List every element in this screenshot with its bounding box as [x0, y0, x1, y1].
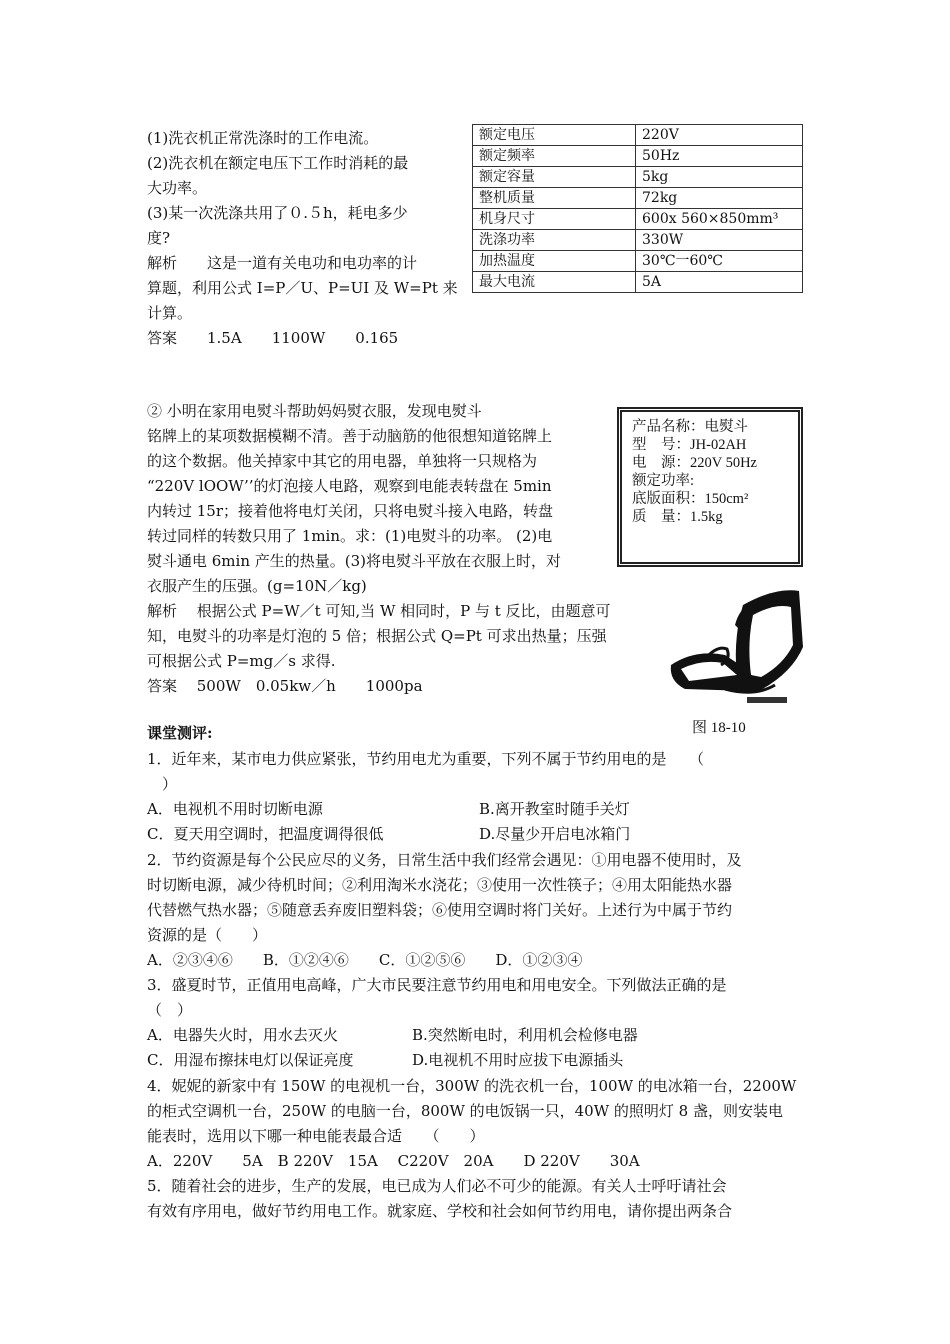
spec-key: 额定电压 — [473, 125, 636, 146]
option-c: C．夏天用空调时，把温度调得很低 — [147, 825, 384, 843]
problem1-analysis: 解析 这是一道有关电功和电功率的计 — [147, 254, 418, 272]
problem2-line: ② 小明在家用电熨斗帮助妈妈熨衣服，发现电熨斗 — [147, 402, 482, 420]
problem2-line: 转过同样的转数只用了 1min。求：(1)电熨斗的功率。 (2)电 — [147, 527, 553, 545]
problem1-line: 度? — [147, 229, 171, 247]
spec-value: 330W — [636, 230, 803, 251]
question-line: 时切断电源，减少待机时间；②利用淘米水浇花；③使用一次性筷子；④用太阳能热水器 — [147, 876, 733, 894]
table-row — [473, 230, 803, 251]
table-row — [473, 272, 803, 293]
nameplate-line: 质 量：1.5kg — [632, 509, 723, 525]
table-row — [473, 125, 803, 146]
table-row — [473, 167, 803, 188]
nameplate-line: 产品名称：电熨斗 — [632, 419, 748, 435]
question-line: ） — [147, 775, 178, 793]
spec-value: 72kg — [636, 188, 803, 209]
problem1-analysis: 计算。 — [147, 304, 193, 322]
nameplate-line: 型 号：JH-02AH — [632, 437, 747, 453]
problem2-line: “220V lOOW’’的灯泡接人电路，观察到电能表转盘在 5min — [147, 477, 552, 495]
problem1-line: (2)洗衣机在额定电压下工作时消耗的最 — [147, 154, 409, 172]
question-line: 能表时，选用以下哪一种电能表最合适 （ ） — [147, 1127, 485, 1145]
problem2-analysis: 可根据公式 P=mg／s 求得. — [147, 652, 336, 670]
question-line: 的柜式空调机一台，250W 的电脑一台，800W 的电饭锅一只，40W 的照明灯 8 盏，则安装电 — [147, 1102, 783, 1120]
test-heading: 课堂测评: — [147, 724, 213, 742]
table-row — [473, 188, 803, 209]
spec-key: 洗涤功率 — [473, 230, 636, 251]
option-a: A．电器失火时，用水去灭火 — [147, 1026, 338, 1044]
option-d: D.电视机不用时应拔下电源插头 — [412, 1051, 624, 1069]
table-row — [473, 209, 803, 230]
spec-key: 额定容量 — [473, 167, 636, 188]
question-line: 3．盛夏时节，正值用电高峰，广大市民要注意节约用电和用电安全。下列做法正确的是 — [147, 976, 727, 994]
question-line: 1．近年来，某市电力供应紧张，节约用电尤为重要，下列不属于节约用电的是 （ — [147, 750, 705, 768]
spec-value: 600x 560×850mm³ — [636, 209, 803, 230]
nameplate-line: 电 源：220V 50Hz — [632, 455, 757, 471]
spec-value: 50Hz — [636, 146, 803, 167]
question-line: 资源的是（ ） — [147, 926, 268, 944]
iron-illustration — [665, 585, 805, 710]
problem1-line: (1)洗衣机正常洗涤时的工作电流。 — [147, 129, 379, 147]
problem2-line: 铭牌上的某项数据模糊不清。善于动脑筋的他很想知道铭牌上 — [147, 427, 553, 445]
figure-caption: 图 18-10 — [692, 720, 746, 736]
problem2-analysis: 知，电熨斗的功率是灯泡的 5 倍；根据公式 Q=Pt 可求出热量；压强 — [147, 627, 607, 645]
problem2-line: 熨斗通电 6min 产生的热量。(3)将电熨斗平放在衣服上时，对 — [147, 552, 562, 570]
problem2-answer: 答案 500W 0.05kw／h 1000pa — [147, 677, 423, 695]
problem2-line: 的这个数据。他关掉家中其它的用电器，单独将一只规格为 — [147, 452, 538, 470]
table-row — [473, 251, 803, 272]
question-line: 代替燃气热水器；⑤随意丢弃废旧塑料袋；⑥使用空调时将门关好。上述行为中属于节约 — [147, 901, 733, 919]
spec-value: 5kg — [636, 167, 803, 188]
nameplate-line: 底版面积：150cm² — [632, 491, 749, 507]
problem1-analysis: 算题，利用公式 I=P／U、P=UI 及 W=Pt 来 — [147, 279, 458, 297]
problem2-line: 衣服产生的压强。(g=10N／kg) — [147, 577, 367, 595]
spec-table — [472, 124, 803, 293]
spec-key: 机身尺寸 — [473, 209, 636, 230]
spec-key: 最大电流 — [473, 272, 636, 293]
nameplate-line: 额定功率: — [632, 473, 695, 489]
option-d: D.尽量少开启电冰箱门 — [479, 825, 631, 843]
spec-key: 整机质量 — [473, 188, 636, 209]
question-line: 4．妮妮的新家中有 150W 的电视机一台，300W 的洗衣机一台，100W 的电冰箱一台，2200W — [147, 1077, 797, 1095]
spec-key: 加热温度 — [473, 251, 636, 272]
problem1-line: 大功率。 — [147, 179, 208, 197]
option-b: B.突然断电时，利用机会检修电器 — [412, 1026, 638, 1044]
question-line: 2．节约资源是每个公民应尽的义务，日常生活中我们经常会遇见：①用电器不使用时，及 — [147, 851, 742, 869]
problem2-line: 内转过 15r；接着他将电灯关闭，只将电熨斗接入电路，转盘 — [147, 502, 554, 520]
table-row — [473, 146, 803, 167]
options-line: A．220V 5A B 220V 15A C220V 20A D 220V 30A — [147, 1152, 640, 1170]
option-c: C．用湿布擦抹电灯以保证亮度 — [147, 1051, 354, 1069]
question-line: （ ） — [147, 1001, 193, 1019]
options-line: A．②③④⑥ B．①②④⑥ C．①②⑤⑥ D．①②③④ — [147, 951, 583, 969]
problem1-answer: 答案 1.5A 1100W 0.165 — [147, 329, 399, 347]
spec-value: 220V — [636, 125, 803, 146]
question-line: 5．随着社会的进步，生产的发展，电已成为人们必不可少的能源。有关人士呼吁请社会 — [147, 1177, 727, 1195]
option-b: B.离开教室时随手关灯 — [479, 800, 630, 818]
problem1-line: (3)某一次洗涤共用了０.５h，耗电多少 — [147, 204, 408, 222]
problem2-analysis: 解析 根据公式 P=W／t 可知,当 W 相同时，P 与 t 反比，由题意可 — [147, 602, 611, 620]
option-a: A．电视机不用时切断电源 — [147, 800, 323, 818]
spec-value: 30℃一60℃ — [636, 251, 803, 272]
iron-nameplate — [617, 407, 803, 567]
spec-key: 额定频率 — [473, 146, 636, 167]
question-line: 有效有序用电，做好节约用电工作。就家庭、学校和社会如何节约用电，请你提出两条合 — [147, 1202, 733, 1220]
spec-value: 5A — [636, 272, 803, 293]
